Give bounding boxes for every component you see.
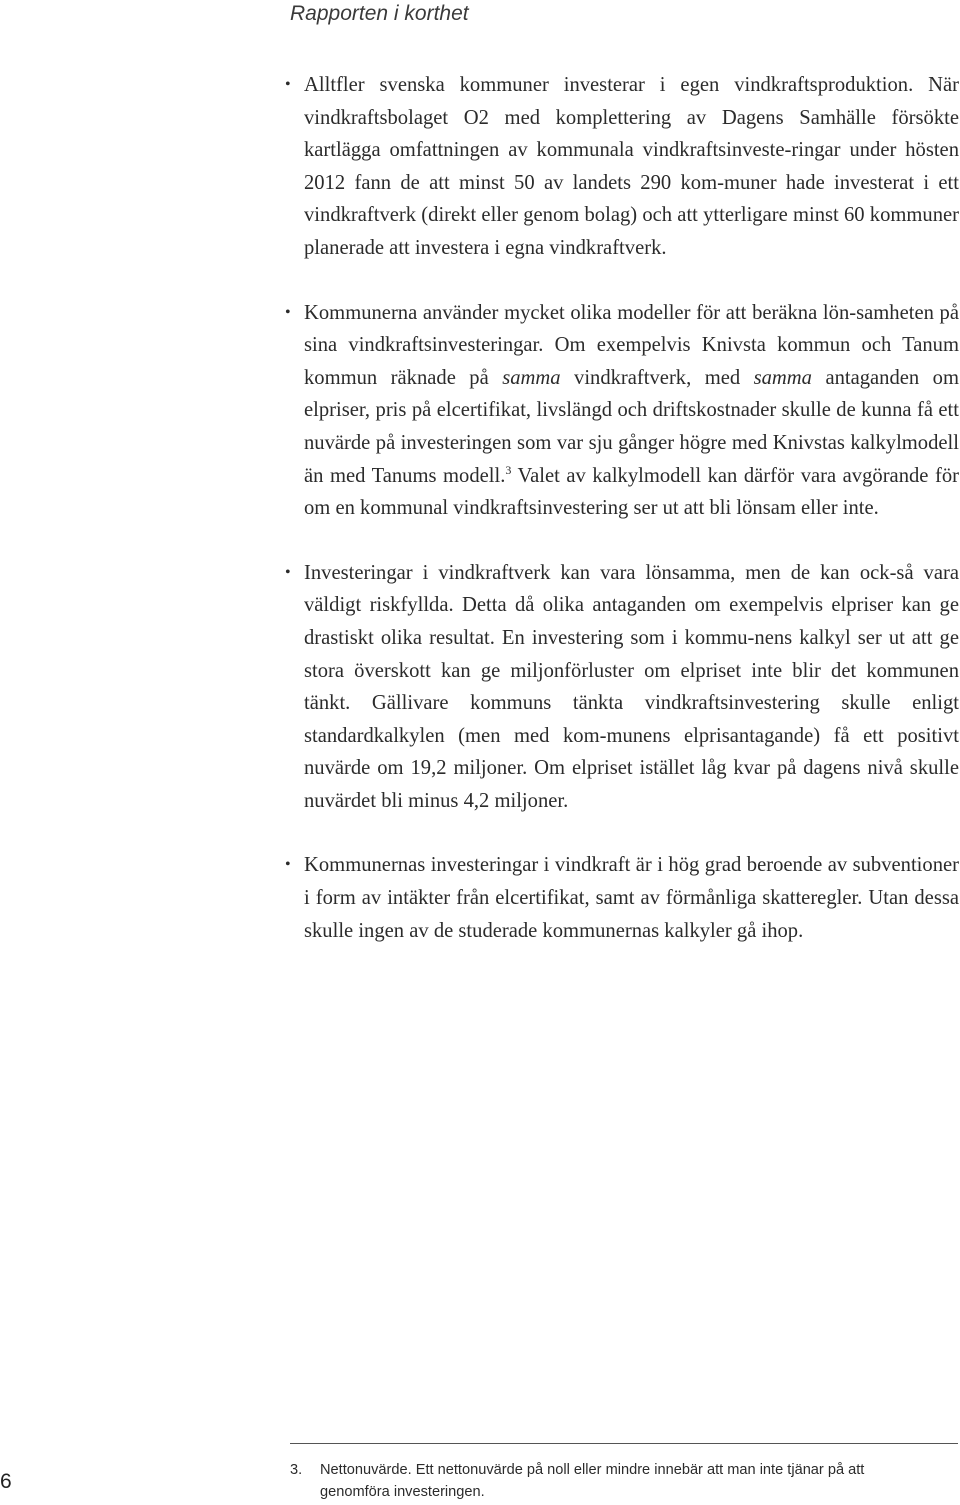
bullet-2-text-c: antaganden om elpriser, pris på elcertifikat, livslängd och driftskostnader skulle de kunna få ett nuvärde på investeringen som var sju gånger högre med Knivstas kalkylmodell än med Tanums modell. [304, 366, 959, 487]
bullet-item-4: • Kommunernas investeringar i vindkraft är i hög grad beroende av subventioner i form av intäkter från elcertifikat, samt av förmånliga skatteregler. Utan dessa skulle ingen av de studerade kommunernas kalkyler gå ihop. [304, 849, 959, 947]
bullet-2-text-a: Kommunerna använder mycket olika modeller för att beräkna lön-samheten på sina vindkraftsinvesteringar. Om exempelvis Knivsta kommun och Tanum kommun räknade på [304, 301, 959, 389]
bullet-item-2 [304, 297, 959, 525]
footnote-reference[interactable]: 3 [505, 462, 512, 477]
bullet-2-emphasis-1: samma [502, 366, 561, 389]
footnote-number: 3. [290, 1462, 303, 1478]
bullet-2-text-d: Valet av kalkylmodell kan därför vara avgörande för om en kommunal vindkraftsinvestering ser ut att bli lönsam eller inte. [304, 464, 959, 520]
bullet-item-3: • Investeringar i vindkraftverk kan vara lönsamma, men de kan ock-så vara väldigt riskfyllda. Detta då olika antaganden om exempelvis elpriser kan ge drastiskt olika resultat. En investering som i kommu-nens kalkyl ser ut att ge stora överskott kan ge miljonförluster om elpriset inte blir det kommunen tänkt. Gällivare kommuns tänkta vindkraftsinvestering skulle enligt standardkalkylen (men med kom-munens elprisantagande) få ett positivt nuvärde om 19,2 miljoner. Om elpriset istället låg kvar på dagens nivå skulle nuvärdet bli minus 4,2 miljoner. [304, 557, 959, 818]
footnote-divider [290, 1443, 958, 1444]
footnote-text: Nettonuvärde. Ett nettonuvärde på noll eller mindre innebär att man inte tjänar på att genomföra investeringen. [320, 1462, 865, 1500]
running-header: Rapporten i korthet [290, 2, 469, 25]
bullet-2-text-b: vindkraftverk, med [560, 366, 754, 389]
bullet-2-emphasis-2: samma [753, 366, 812, 389]
footnote [290, 1459, 930, 1503]
summary-bullet-list [304, 69, 959, 947]
bullet-item-1: • Alltfler svenska kommuner investerar i egen vindkraftsproduktion. När vindkraftsbolaget O2 med komplettering av Dagens Samhälle försökte kartlägga omfattningen av kommunala vindkraftsinveste-ringar under hösten 2012 fann de att minst 50 av landets 290 kom-muner hade investerat i ett vindkraftverk (direkt eller genom bolag) och att ytterligare minst 60 kommuner planerade att investera i egna vindkraftverk. [304, 69, 959, 265]
page-number: 6 [0, 1470, 12, 1493]
